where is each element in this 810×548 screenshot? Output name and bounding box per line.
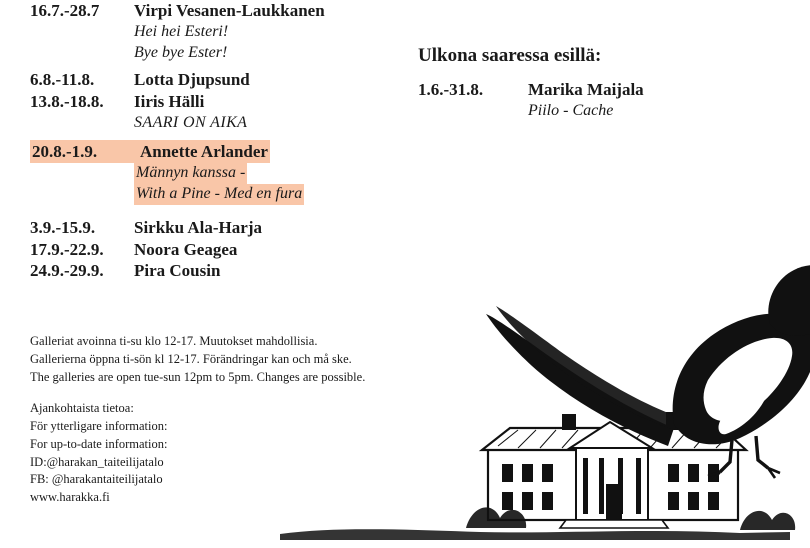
instagram-handle[interactable]: ID:@harakan_taiteilijatalo [30,454,164,469]
schedule-entry [30,239,420,261]
entry-artist: Annette Arlander [138,140,270,164]
schedule-entry [30,69,420,91]
schedule-entry [30,91,420,113]
entry-subtitle: Bye bye Ester! [134,43,228,61]
contact-line-sv: För ytterligare information: [30,419,168,433]
highlight-text: With a Pine - Med en fura [134,184,304,205]
entry-date: 13.8.-18.8. [30,92,104,112]
entry-subtitle [134,163,420,184]
outdoor-section [418,45,758,122]
highlight-text: Männyn kanssa - [134,163,247,184]
entry-date: 6.8.-11.8. [30,70,95,90]
entry-artist: Marika Maijala [528,80,644,99]
contact-block [30,400,430,507]
entry-date: 3.9.-15.9. [30,217,96,237]
schedule-entry [30,260,420,282]
schedule-entry-highlighted [30,140,420,164]
exhibition-schedule [30,0,420,282]
entry-artist: Sirkku Ala-Harja [134,217,262,237]
hours-line-en: The galleries are open tue-sun 12pm to 5pm. Changes are possible. [30,369,366,384]
opening-hours-block [30,333,430,386]
outdoor-heading: Ulkona saaressa esillä: [418,45,602,66]
entry-date: 24.9.-29.9. [30,261,104,281]
hours-line-sv: Gallerierna öppna ti-sön kl 12-17. Förändringar kan och må ske. [30,351,352,366]
entry-artist: Virpi Vesanen-Laukkanen [134,1,325,20]
entry-subtitle: Hei hei Esteri! [134,22,229,40]
schedule-entry [30,0,420,22]
outdoor-entry [418,79,758,101]
entry-artist: Iiris Hälli [134,92,205,112]
entry-artist: Noora Geagea [134,239,238,259]
hours-line-fi: Galleriat avoinna ti-su klo 12-17. Muutokset mahdollisia. [30,334,318,348]
info-section [30,333,430,521]
entry-date: 17.9.-22.9. [30,239,104,259]
entry-artist: Pira Cousin [134,261,221,281]
entry-subtitle [134,184,420,205]
entry-artist: Lotta Djupsund [134,70,250,90]
contact-line-fi: Ajankohtaista tietoa: [30,401,134,416]
entry-subtitle: SAARI ON AIKA [134,113,248,131]
facebook-handle[interactable]: FB: @harakantaiteilijatalo [30,472,163,487]
entry-date: 20.8.-1.9. [30,140,138,164]
entry-date: 16.7.-28.7 [30,1,100,20]
schedule-entry [30,217,420,239]
spacer [30,205,420,217]
entry-subtitle: Piilo - Cache [528,101,614,119]
magpie-illustration [486,265,810,481]
website-url[interactable]: www.harakka.fi [30,490,110,504]
contact-line-en: For up-to-date information: [30,436,168,451]
entry-date: 1.6.-31.8. [418,80,484,99]
